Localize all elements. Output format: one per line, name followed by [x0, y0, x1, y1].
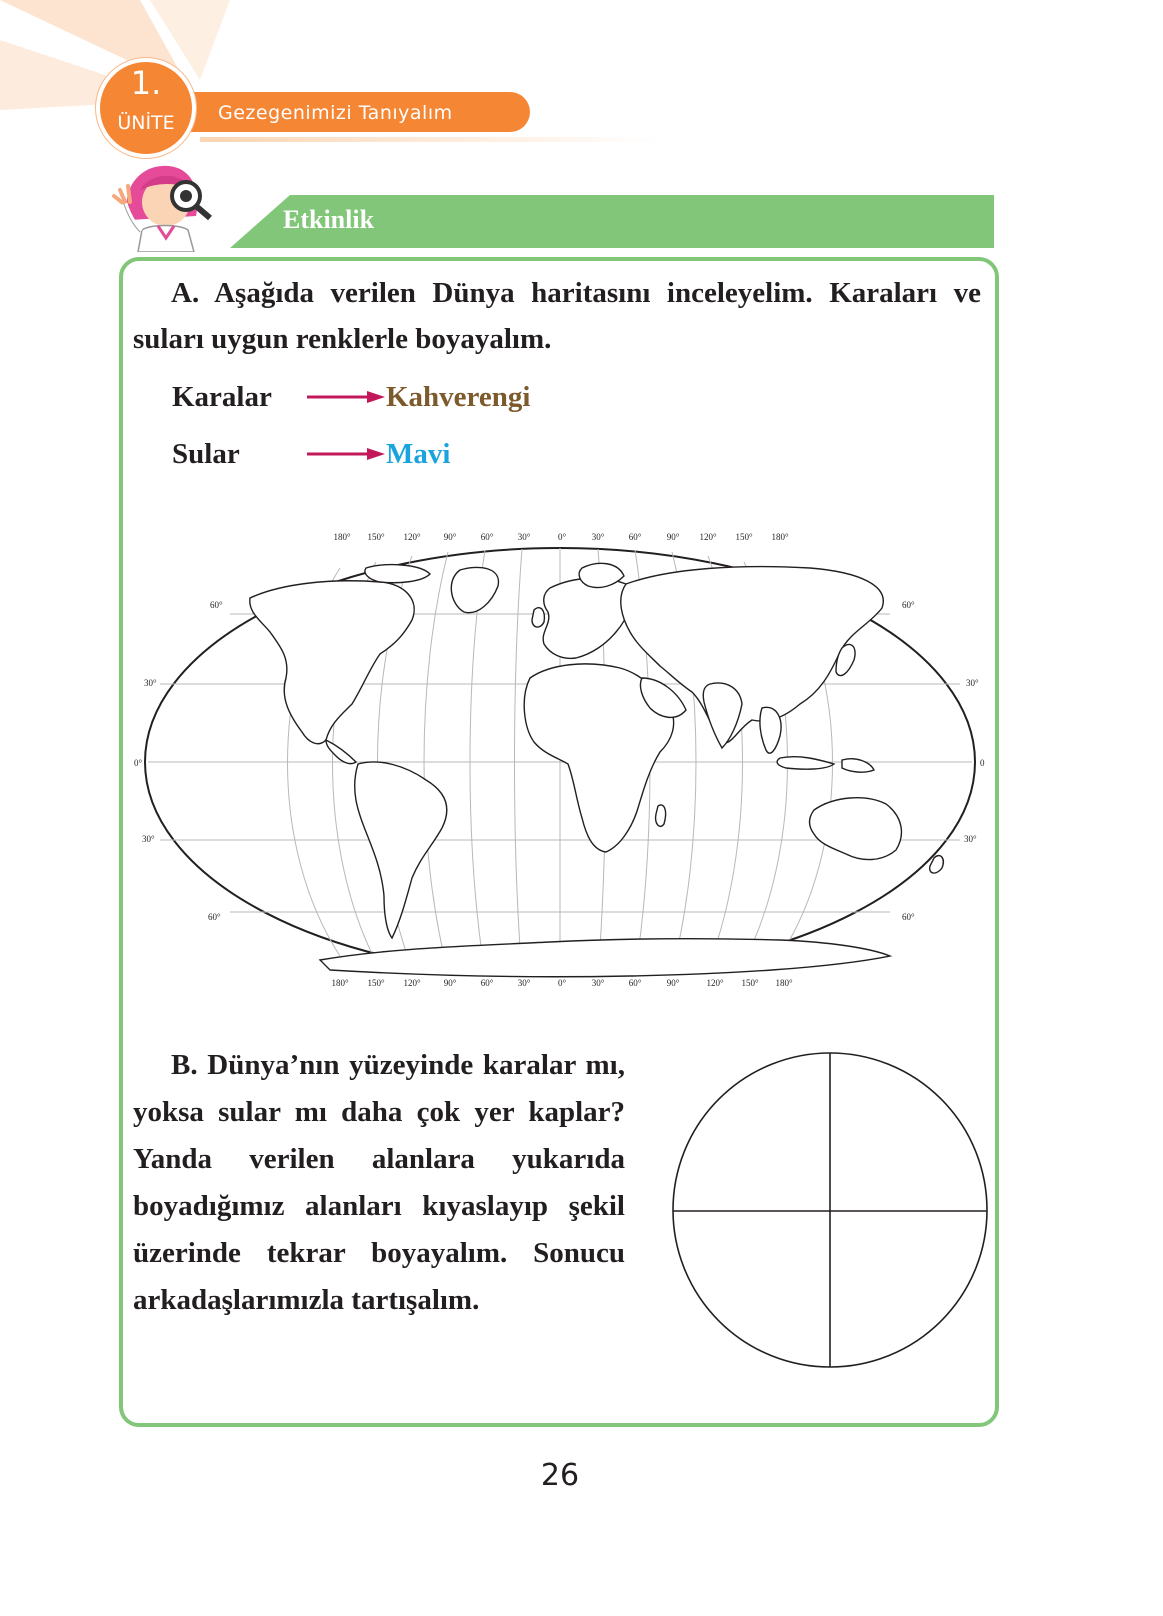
right-latitude: 30°	[964, 834, 977, 844]
magnifier-girl-mascot-icon	[110, 160, 230, 252]
top-tick: 120°	[699, 532, 717, 542]
bottom-tick: 0°	[557, 978, 567, 988]
top-tick: 30°	[591, 532, 605, 542]
left-latitude: 30°	[144, 678, 157, 688]
page-number: 26	[540, 1458, 580, 1493]
top-tick: 150°	[367, 532, 385, 542]
left-latitude: 30°	[142, 834, 155, 844]
unit-title: Gezegenimizi Tanıyalım	[218, 102, 453, 124]
bottom-tick: 180°	[775, 978, 793, 988]
bottom-tick: 30°	[517, 978, 531, 988]
left-latitude: 60°	[208, 912, 221, 922]
legend-label-sular: Sular	[172, 438, 240, 470]
top-tick: 60°	[480, 532, 494, 542]
bottom-tick: 180°	[331, 978, 349, 988]
top-tick: 90°	[443, 532, 457, 542]
arrow-right-icon	[307, 390, 385, 404]
bottom-tick: 60°	[628, 978, 642, 988]
bottom-tick: 90°	[443, 978, 457, 988]
section-b-question: B. Dünya’nın yüzeyinde karalar mı, yoksa sular mı daha çok yer kaplar? Yanda verilen alanlara yukarıda boyadığımız alanları kıyaslayıp şekil üzerinde tekrar boyayalım. Sonucu arkadaşlarımızla tartışalım.	[133, 1049, 625, 1316]
bottom-tick: 120°	[706, 978, 724, 988]
bottom-tick: 150°	[367, 978, 385, 988]
top-tick: 150°	[735, 532, 753, 542]
right-latitude: 0	[980, 758, 985, 768]
left-latitude: 60°	[210, 600, 223, 610]
right-latitude: 60°	[902, 600, 915, 610]
unit-title-underline	[200, 137, 660, 142]
bottom-tick: 90°	[666, 978, 680, 988]
legend-value-mavi: Mavi	[386, 438, 451, 470]
legend-label-karalar: Karalar	[172, 381, 272, 413]
top-tick: 180°	[333, 532, 351, 542]
map-bottom-ticks	[331, 978, 793, 988]
arrow-right-icon	[307, 447, 385, 461]
section-a-instructions: A. Aşağıda verilen Dünya haritasını inceleyelim. Karaları ve suları uygun renklerle boyayalım.	[133, 277, 981, 355]
top-tick: 180°	[771, 532, 789, 542]
top-tick: 30°	[517, 532, 531, 542]
bottom-tick: 60°	[480, 978, 494, 988]
unit-number: 1.	[130, 64, 162, 102]
top-tick: 90°	[666, 532, 680, 542]
bottom-tick: 150°	[741, 978, 759, 988]
unit-label: ÜNİTE	[117, 112, 175, 134]
top-tick: 0°	[557, 532, 567, 542]
etkinlik-title: Etkinlik	[283, 205, 375, 234]
map-top-ticks	[333, 532, 789, 542]
right-latitude: 60°	[902, 912, 915, 922]
right-latitude: 30°	[966, 678, 979, 688]
bottom-tick: 30°	[591, 978, 605, 988]
left-latitude: 0°	[134, 758, 143, 768]
bottom-tick: 120°	[403, 978, 421, 988]
quartered-circle-diagram	[668, 1050, 992, 1370]
top-tick: 120°	[403, 532, 421, 542]
legend-value-kahverengi: Kahverengi	[386, 381, 531, 413]
world-map	[130, 528, 990, 998]
top-tick: 60°	[628, 532, 642, 542]
